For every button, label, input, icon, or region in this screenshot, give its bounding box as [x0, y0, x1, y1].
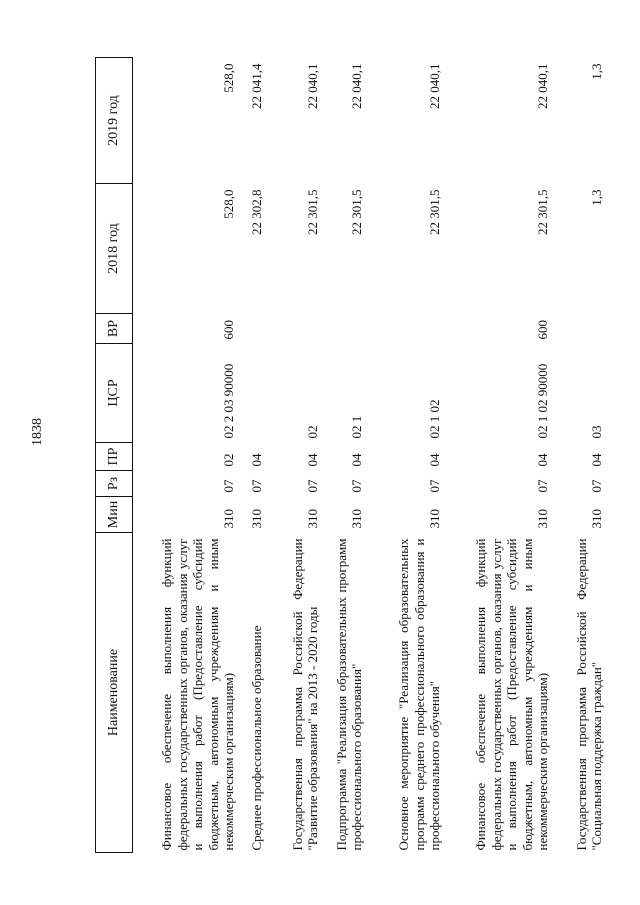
row-vr — [325, 314, 369, 344]
row-rz: 07 — [349, 479, 365, 493]
row-value-2019: 22 040,1 — [349, 63, 365, 109]
row-pr: 04 — [427, 453, 443, 467]
row-pr: 04 — [305, 453, 321, 467]
row-pr: 04 — [249, 453, 265, 467]
row-csr: 02 2 03 90000 — [221, 363, 237, 439]
table-row — [269, 58, 325, 853]
row-csr: 02 — [305, 425, 321, 439]
header-year-2019: 2019 год — [96, 58, 133, 184]
row-csr: 02 1 02 90000 — [535, 363, 551, 439]
row-name: Финансовое обеспечение выполнения функций федеральных государственных органов, оказания услуг и выполнения работ (Предоставление субсидий бюджетным, автономным учреждениям и иным некоммерческим организациям) — [159, 538, 237, 851]
row-value-2018: 22 301,5 — [535, 189, 551, 235]
row-vr: 600 — [535, 320, 551, 340]
header-year-2018: 2018 год — [96, 184, 133, 314]
row-value-2018: 22 301,5 — [305, 189, 321, 235]
header-vr: ВР — [96, 314, 133, 344]
row-vr — [555, 314, 609, 344]
row-value-2019: 22 040,1 — [305, 63, 321, 109]
row-csr: 03 — [589, 425, 605, 439]
row-value-2018: 1,3 — [589, 189, 605, 206]
row-rz: 07 — [535, 479, 551, 493]
row-value-2019: 22 040,1 — [535, 63, 551, 109]
row-rz: 07 — [249, 479, 265, 493]
row-value-2018: 528,0 — [221, 189, 237, 219]
table-row — [325, 58, 369, 853]
page-number: 1838 — [30, 418, 45, 446]
table-row — [133, 58, 242, 853]
row-rz: 07 — [427, 479, 443, 493]
row-pr: 02 — [221, 453, 237, 467]
budget-table-sheet — [95, 58, 605, 853]
row-pr: 04 — [589, 453, 605, 467]
row-min: 310 — [249, 509, 265, 529]
header-rz: Рз — [96, 471, 133, 497]
row-pr: 04 — [535, 453, 551, 467]
row-value-2018: 22 301,5 — [349, 189, 365, 235]
budget-table — [95, 57, 609, 853]
row-min: 310 — [221, 509, 237, 529]
row-csr: 02 1 02 — [427, 399, 443, 439]
row-min: 310 — [305, 509, 321, 529]
header-min: Мин — [96, 497, 133, 533]
row-rz: 07 — [221, 479, 237, 493]
row-rz: 07 — [305, 479, 321, 493]
row-value-2019: 528,0 — [221, 63, 237, 93]
row-min: 310 — [589, 509, 605, 529]
row-vr — [269, 314, 325, 344]
row-name: Государственная программа Российской Федерации "Развитие образования" на 2013 - 2020 годы — [289, 538, 321, 851]
table-row — [555, 58, 609, 853]
row-vr: 600 — [221, 320, 237, 340]
row-value-2019: 22 040,1 — [427, 63, 443, 109]
header-name: Наименование — [96, 533, 133, 853]
header-csr: ЦСР — [96, 344, 133, 443]
row-value-2018: 22 301,5 — [427, 189, 443, 235]
row-name: Государственная программа Российской Федерации "Социальная поддержка граждан" — [573, 538, 605, 851]
table-row — [369, 58, 447, 853]
row-name: Среднее профессиональное образование — [249, 625, 265, 851]
row-vr — [241, 314, 269, 344]
row-csr — [241, 344, 269, 443]
row-vr — [369, 314, 447, 344]
table-row — [447, 58, 555, 853]
row-rz: 07 — [589, 479, 605, 493]
table-row — [241, 58, 269, 853]
row-min: 310 — [427, 509, 443, 529]
table-header-row — [96, 58, 133, 853]
row-pr: 04 — [349, 453, 365, 467]
row-min: 310 — [535, 509, 551, 529]
row-csr: 02 1 — [349, 415, 365, 439]
row-min: 310 — [349, 509, 365, 529]
row-name: Основное мероприятие "Реализация образовательных программ среднего профессионального образования и профессионального обучения" — [396, 538, 443, 851]
header-pr: ПР — [96, 443, 133, 471]
row-value-2019: 1,3 — [589, 63, 605, 80]
row-value-2018: 22 302,8 — [249, 189, 265, 235]
row-value-2019: 22 041,4 — [249, 63, 265, 109]
row-name: Финансовое обеспечение выполнения функций федеральных государственных органов, оказания услуг и выполнения работ (Предоставление субсидий бюджетным, автономным учреждениям и иным некоммерческим организациям) — [473, 538, 551, 851]
row-name: Подпрограмма "Реализация образовательных программ профессионального образования" — [333, 538, 365, 851]
